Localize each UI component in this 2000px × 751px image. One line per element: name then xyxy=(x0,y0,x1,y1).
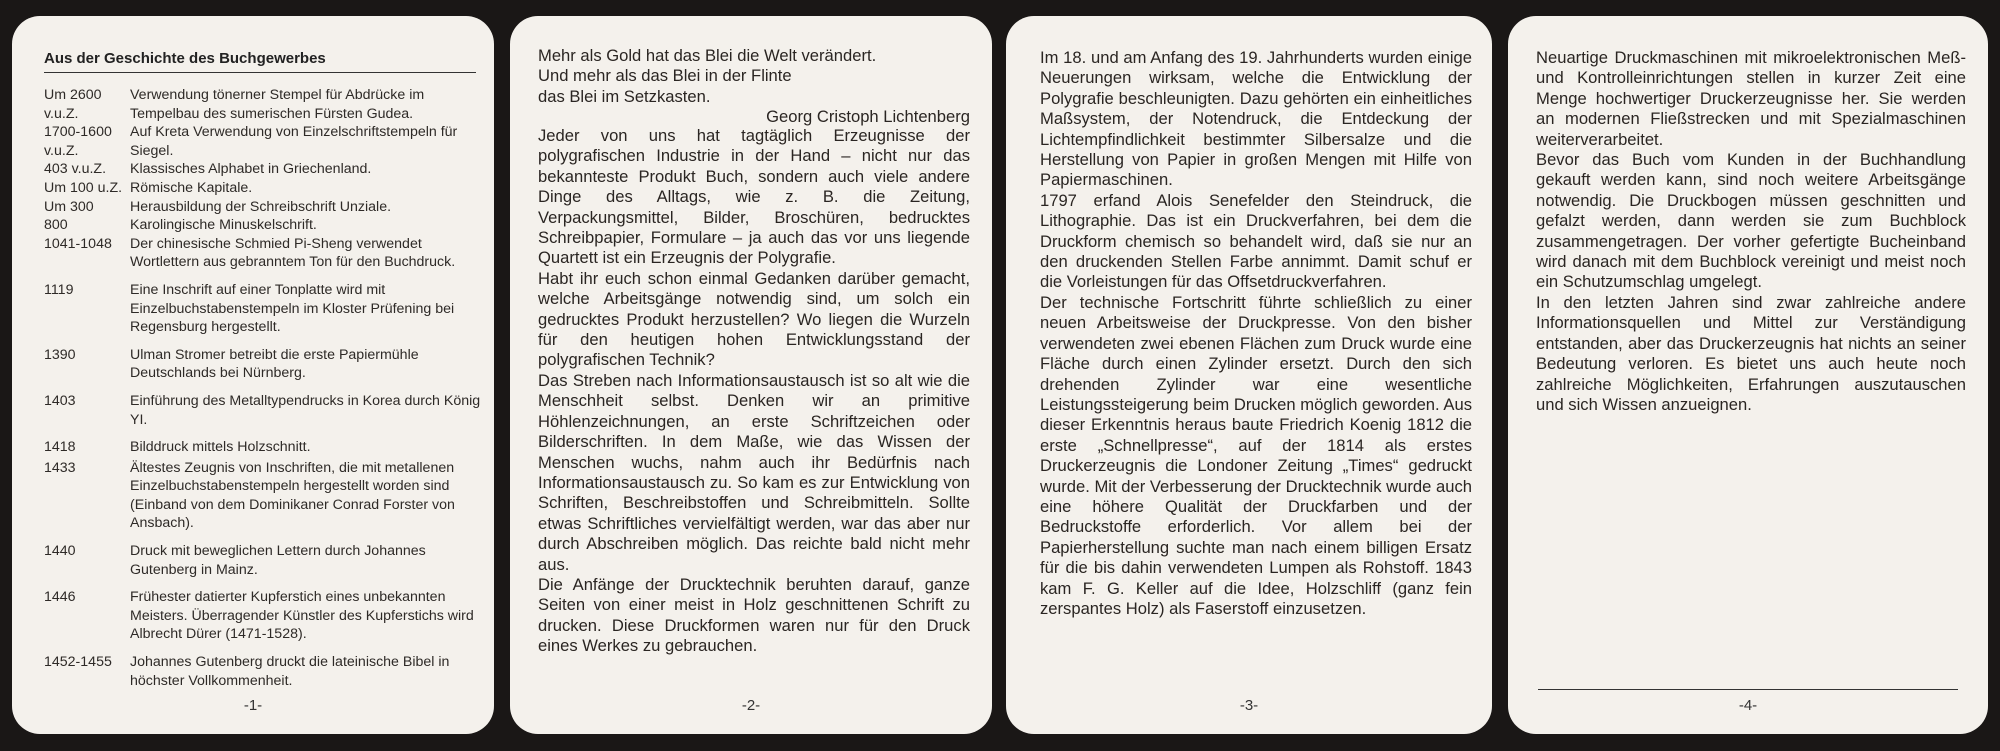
timeline-row xyxy=(44,542,484,579)
timeline-text: Bilddruck mittels Holzschnitt. xyxy=(130,439,311,456)
page-number: -4- xyxy=(1738,697,1758,714)
paragraph: Im 18. und am Anfang des 19. Jahrhunderts wurden einige Neuerungen wirksam, welche die Entwicklung der Polygrafie beschleunigten. Dazu gehörten ein einheitliches Maßsystem, der Notendruck, die Entdeckung der Lichtempfindlichkeit bestimmter Silbersalze und die Herstellung von Papier in großen Mengen mit Hilfe von Papiermaschinen. xyxy=(1040,48,1472,190)
card-1-title: Aus der Geschichte des Buchgewerbes xyxy=(44,50,476,73)
quote-author: Georg Cristoph Lichtenberg xyxy=(766,107,970,127)
paragraph: Habt ihr euch schon einmal Gedanken darüber gemacht, welche Arbeitsgänge notwendig sind, um solch ein gedrucktes Produkt herzustellen? Wo liegen die Wurzeln für den heutigen hohen Entwicklungsstand der polygrafischen Technik? xyxy=(538,268,970,370)
timeline-text: Klassisches Alphabet in Griechenland. xyxy=(130,161,372,178)
card-3 xyxy=(1006,16,1492,734)
timeline-row xyxy=(44,123,484,160)
timeline-row xyxy=(44,235,484,272)
timeline-date: 1119 xyxy=(44,281,74,298)
timeline-text: Eine Inschrift auf einer Tonplatte wird mit Einzelbuchstabenstempeln im Kloster Prüfening bei Regensburg hergestellt. xyxy=(130,281,455,336)
quote-line: Mehr als Gold hat das Blei die Welt verändert. xyxy=(538,46,877,65)
timeline-text: Herausbildung der Schreibschrift Unziale. xyxy=(130,198,392,215)
quote xyxy=(538,46,970,128)
paragraph: Das Streben nach Informationsaustausch ist so alt wie die Menschheit selbst. Denken wir an primitive Höhlenzeichnungen, an erste Schriftzeichen oder Bilderschriften. In dem Maße, wie das Wissen der Menschen wuchs, nahm auch ihr Bedürfnis nach Informationsaustausch zu. So kam es zur Entwicklung von Schriften, Beschreibstoffen und Schreibmitteln. Sollte etwas Schriftliches vervielfältigt werden, war das aber nur durch Abschreiben möglich. Das reichte bald nicht mehr aus. xyxy=(538,370,970,574)
timeline-text: Auf Kreta Verwendung von Einzelschriftstempeln für Siegel. xyxy=(130,124,458,159)
card-3-text xyxy=(1040,48,1472,619)
card-4-text xyxy=(1536,48,1966,415)
timeline-row xyxy=(44,216,484,235)
timeline-row xyxy=(44,346,484,383)
timeline-text: Römische Kapitale. xyxy=(130,179,253,196)
timeline-text: Ulman Stromer betreibt die erste Papiermühle Deutschlands bei Nürnberg. xyxy=(130,346,419,382)
quote-line: Und mehr als das Blei in der Flinte xyxy=(538,66,792,86)
timeline-text: Johannes Gutenberg druckt die lateinische Bibel in höchster Vollkommenheit. xyxy=(130,654,450,689)
timeline-row xyxy=(44,281,484,337)
card-4 xyxy=(1508,16,1988,734)
timeline-date: 1041-1048 xyxy=(44,235,112,252)
timeline-date: Um 100 u.Z. xyxy=(44,179,123,196)
page-number: -2- xyxy=(741,697,761,714)
timeline-date: 1433 xyxy=(44,459,76,476)
timeline-row xyxy=(44,160,484,179)
quote-line: das Blei im Setzkasten. xyxy=(538,86,711,106)
timeline-date: 1440 xyxy=(44,543,76,560)
card-1 xyxy=(12,16,494,734)
page-number: -3- xyxy=(1239,697,1259,714)
timeline-date: 403 v.u.Z. xyxy=(44,161,107,178)
timeline-text: Frühester datierter Kupferstich eines unbekannten Meisters. Überragender Künstler des Kupferstichs wird Albrecht Dürer (1471-1528). xyxy=(130,589,474,643)
timeline-row xyxy=(44,179,484,198)
timeline xyxy=(44,86,484,690)
timeline-date: Um 300 xyxy=(44,198,94,215)
card-2-text xyxy=(538,126,970,657)
footer-rule xyxy=(1538,689,1958,690)
timeline-row xyxy=(44,438,484,457)
timeline-date: 1403 xyxy=(44,392,76,409)
timeline-row xyxy=(44,653,484,690)
timeline-date: 1700-1600 v.u.Z. xyxy=(44,124,112,159)
timeline-text: Der chinesische Schmied Pi-Sheng verwendet Wortlettern aus gebranntem Ton für den Buchdruck. xyxy=(130,235,456,271)
paragraph: Neuartige Druckmaschinen mit mikroelektronischen Meß- und Kontrolleinrichtungen stellen in kurzer Zeit eine Menge hochwertiger Druckerzeugnisse her. Sie werden an modernen Fließstrecken und mit Spezialmaschinen weiterverarbeitet. xyxy=(1536,48,1966,149)
timeline-date: 1418 xyxy=(44,439,76,456)
timeline-date: Um 2600 v.u.Z. xyxy=(44,87,102,122)
timeline-text: Verwendung tönerner Stempel für Abdrücke im Tempelbau des sumerischen Fürsten Gudea. xyxy=(130,87,425,122)
timeline-text: Ältestes Zeugnis von Inschriften, die mit metallenen Einzelbuchstabenstempeln hergestellt worden sind (Einband von dem Dominikaner Conrad Forster von Ansbach). xyxy=(130,459,455,532)
page-number: -1- xyxy=(243,697,263,714)
timeline-text: Druck mit beweglichen Lettern durch Johannes Gutenberg in Mainz. xyxy=(130,543,426,578)
timeline-text: Karolingische Minuskelschrift. xyxy=(130,217,317,234)
timeline-date: 1390 xyxy=(44,346,76,363)
timeline-row xyxy=(44,86,484,123)
timeline-date: 1452-1455 xyxy=(44,654,112,671)
paragraph: In den letzten Jahren sind zwar zahlreiche andere Informationsquellen und Mittel zur Verständigung entstanden, aber das Druckerzeugnis hat nichts an seiner Bedeutung verloren. Es bietet uns auch heute noch zahlreiche Möglichkeiten, Erfahrungen auszutauschen und sich Wissen anzueignen. xyxy=(1536,292,1966,414)
paragraph: Der technische Fortschritt führte schließlich zu einer neuen Arbeitsweise der Druckpresse. Von den bisher verwendeten zwei ebenen Flächen zum Druck wurde eine Fläche durch einen Zylinder ersetzt. Durch den sich drehenden Zylinder war eine wesentliche Leistungssteigerung beim Drucken möglich geworden. Aus dieser Erkenntnis heraus baute Friedrich Koenig 1812 die erste „Schnellpresse“, auf der 1814 als erstes Druckerzeugnis die Londoner Zeitung „Times“ gedruckt wurde. Mit der Verbesserung der Drucktechnik wurde auch eine höhere Qualität der Druckfarben und der Bedruckstoffe erforderlich. Vor allem bei der Papierherstellung suchte man nach einem billigen Ersatz für die bis dahin verwendeten Lumpen als Rohstoff. 1843 kam F. G. Keller auf die Idee, Holzschliff (ganz fein zerspantes Holz) als Faserstoff einzusetzen. xyxy=(1040,292,1472,618)
timeline-text: Einführung des Metalltypendrucks in Korea durch König YI. xyxy=(130,392,481,428)
timeline-row xyxy=(44,459,484,533)
timeline-row xyxy=(44,392,484,429)
paragraph: Bevor das Buch vom Kunden in der Buchhandlung gekauft werden kann, sind noch weitere Arbeitsgänge notwendig. Die Druckbogen müssen geschnitten und gefalzt werden, dann werden sie zum Buchblock zusammengetragen. Der vorher gefertigte Bucheinband wird danach mit dem Buchblock vereinigt und meist noch ein Schutzumschlag umgelegt. xyxy=(1536,150,1966,292)
timeline-row xyxy=(44,198,484,217)
card-2 xyxy=(510,16,992,734)
timeline-row xyxy=(44,588,484,644)
paragraph: 1797 erfand Alois Senefelder den Steindruck, die Lithographie. Das ist ein Druckverfahren, bei dem die Druckform chemisch so behandelt wird, daß sie nur an den druckenden Stellen Farbe annimmt. Damit schuf er die Vorleistungen für das Offsetdruckverfahren. xyxy=(1040,190,1472,292)
timeline-date: 1446 xyxy=(44,589,76,606)
timeline-date: 800 xyxy=(44,217,68,234)
paragraph: Jeder von uns hat tagtäglich Erzeugnisse der polygrafischen Industrie in der Hand – nicht nur das bekannteste Produkt Buch, sondern auch viele andere Dinge des Alltags, wie z. B. die Zeitung, Verpackungsmittel, Bilder, Broschüren, bedrucktes Schreibpapier, Formulare – ja auch das vor uns liegende Quartett ist ein Erzeugnis der Polygrafie. xyxy=(538,126,970,268)
paragraph: Die Anfänge der Drucktechnik beruhten darauf, ganze Seiten von einer meist in Holz geschnittenen Schrift zu drucken. Diese Druckformen waren nur für den Druck eines Werkes zu gebrauchen. xyxy=(538,574,970,656)
